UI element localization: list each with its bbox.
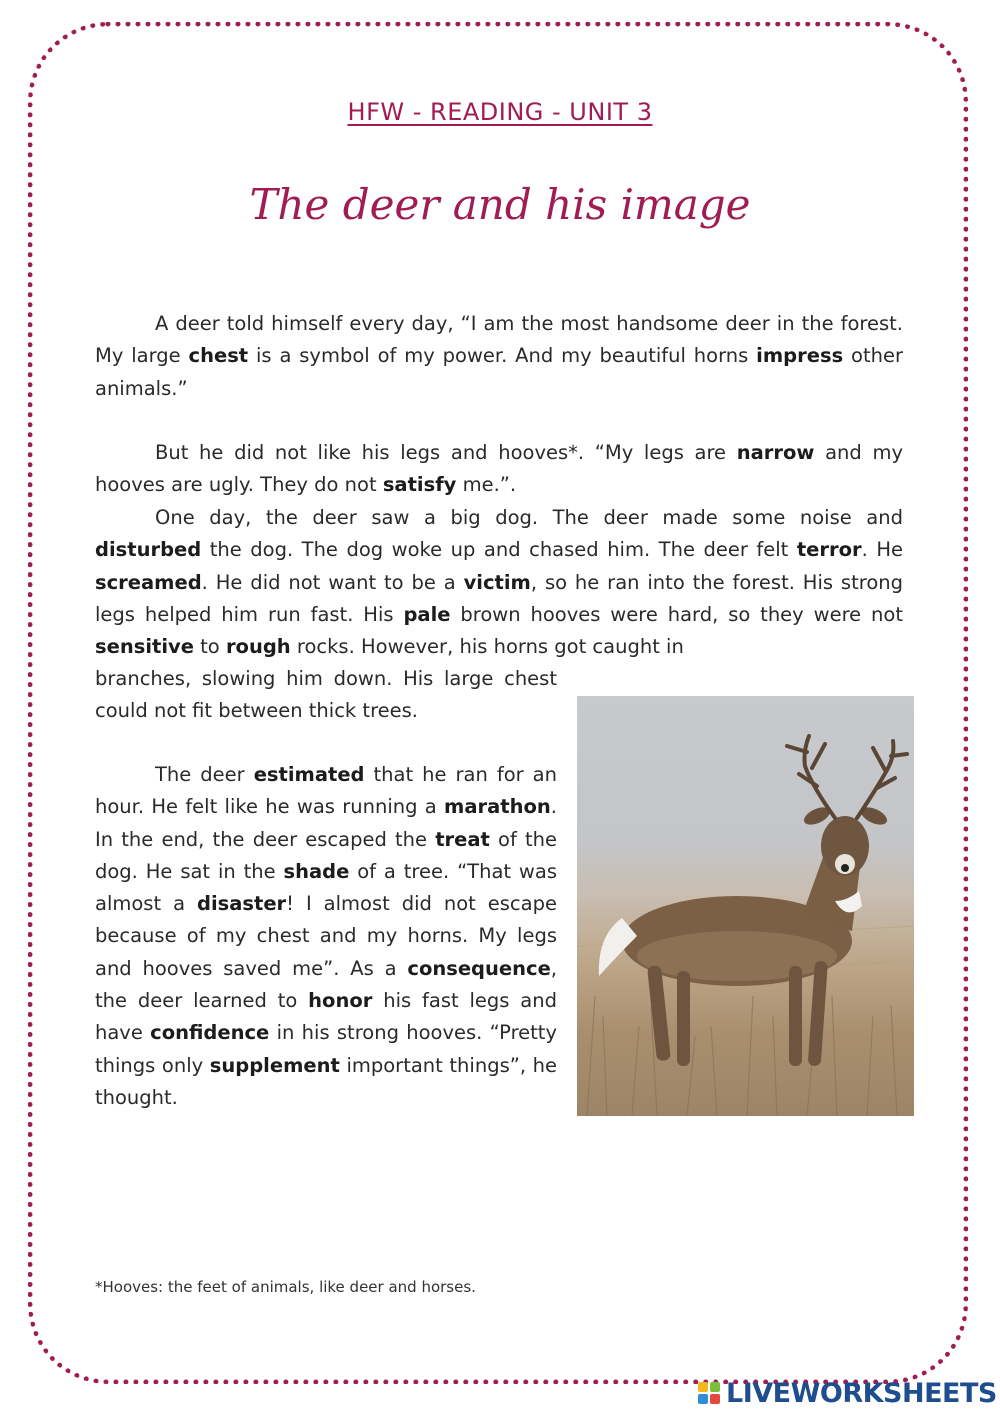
vocabulary-word: narrow: [736, 441, 815, 464]
vocabulary-word: impress: [756, 344, 844, 368]
paragraph-2: But he did not like his legs and hooves*. “My legs are narrow and my hooves are ugly. They do not satisfy me.”.: [95, 441, 903, 497]
story-title: The deer and his image: [249, 180, 751, 229]
paragraph-3-continued: branches, slowing him down. His large chest could not fit between thick trees.: [95, 667, 557, 723]
logo-square-2: [710, 1382, 720, 1392]
vocabulary-word: supplement: [209, 1053, 340, 1077]
paragraph-3: One day, the deer saw a big dog. The deer made some noise and disturbed the dog. The dog woke up and chased him. The deer felt terror. He screamed. He did not want to be a victim, so he ran into the forest. His strong legs helped him run fast. His pale brown hooves were hard, so they were not sensitive to rough rocks. However, his horns got caught in: [95, 506, 904, 659]
liveworksheets-logo[interactable]: [698, 1376, 997, 1410]
logo-square-3: [698, 1394, 708, 1404]
vocabulary-word: estimated: [253, 763, 365, 786]
deer-photo: [577, 696, 914, 1116]
vocabulary-word: pale: [403, 602, 451, 626]
vocabulary-word: terror: [796, 538, 862, 562]
logo-text: LIVEWORKSHEETS: [726, 1377, 997, 1409]
vocabulary-word: victim: [463, 570, 531, 594]
vocabulary-word: screamed: [95, 570, 202, 594]
vocabulary-word: sensitive: [95, 635, 194, 659]
vocabulary-word: chest: [188, 344, 249, 368]
unit-title: HFW - READING - UNIT 3: [347, 98, 653, 126]
vocabulary-word: shade: [283, 859, 350, 883]
paragraph-1: A deer told himself every day, “I am the most handsome deer in the forest. My large chest is a symbol of my power. And my beautiful horns impress other animals.”: [95, 312, 904, 400]
vocabulary-word: rough: [225, 635, 291, 659]
liveworksheets-logo-icon: [698, 1382, 720, 1404]
vocabulary-word: honor: [308, 989, 373, 1013]
logo-square-1: [698, 1382, 708, 1392]
paragraph-4: The deer estimated that he ran for an hour. He felt like he was running a marathon. In the end, the deer escaped the treat of the dog. He sat in the shade of a tree. “That was almost a disaster! I almost did not escape because of my chest and my horns. My legs and hooves saved me”. As a consequence, the deer learned to honor his fast legs and have confidence in his strong hooves. “Pretty things only supplement important things”, he thought.: [95, 763, 557, 1109]
footnote: *Hooves: the feet of animals, like deer and horses.: [95, 1278, 476, 1296]
logo-square-4: [710, 1394, 720, 1404]
vocabulary-word: consequence: [407, 956, 551, 980]
vocabulary-word: disaster: [196, 892, 287, 916]
vocabulary-word: disturbed: [95, 538, 202, 562]
deer-illustration: [577, 696, 914, 1116]
vocabulary-word: marathon: [444, 795, 551, 819]
vocabulary-word: treat: [435, 827, 490, 851]
vocabulary-word: satisfy: [382, 473, 457, 497]
vocabulary-word: confidence: [150, 1021, 270, 1045]
